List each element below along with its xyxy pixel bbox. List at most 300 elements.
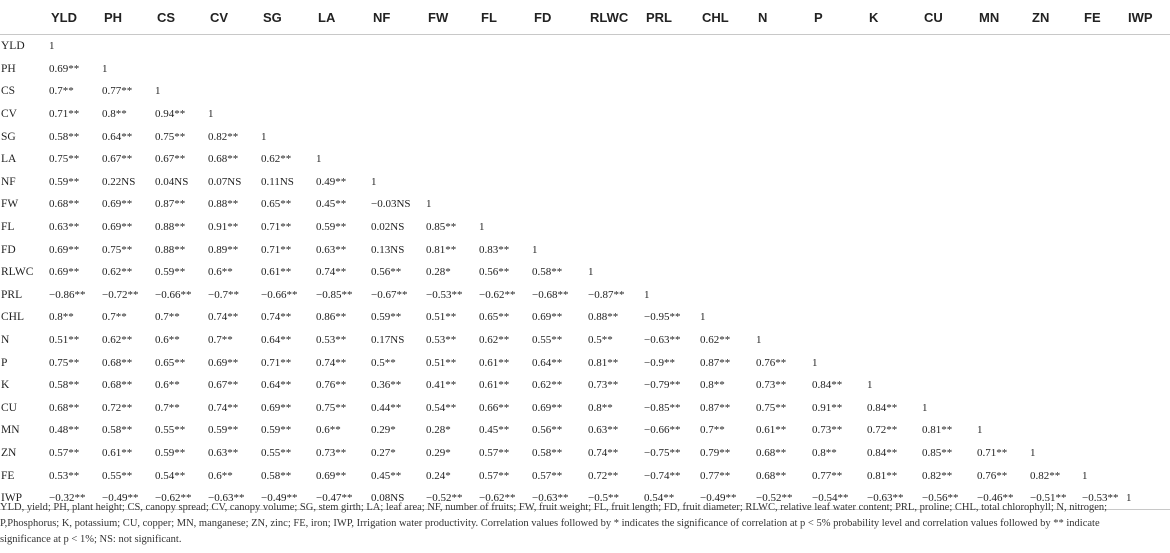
table-row xyxy=(0,148,1170,171)
correlation-cell: 0.75** xyxy=(102,243,133,256)
column-header: N xyxy=(756,0,812,35)
correlation-cell: 0.81** xyxy=(867,469,898,482)
correlation-cell xyxy=(977,306,1030,329)
correlation-cell: 0.88** xyxy=(588,311,619,324)
correlation-cell: 0.86** xyxy=(316,311,347,324)
correlation-cell xyxy=(922,216,977,239)
correlation-cell: 0.58** xyxy=(102,424,133,437)
correlation-cell xyxy=(977,351,1030,374)
correlation-cell: 0.8** xyxy=(49,311,74,324)
correlation-cell: 0.29* xyxy=(426,446,451,459)
correlation-cell xyxy=(867,216,922,239)
correlation-cell xyxy=(922,35,977,58)
correlation-cell xyxy=(316,35,371,58)
correlation-cell xyxy=(1030,125,1082,148)
correlation-cell xyxy=(426,125,479,148)
correlation-cell xyxy=(1082,193,1126,216)
correlation-cell: 1 xyxy=(1082,469,1088,482)
correlation-cell: 0.89** xyxy=(208,243,239,256)
correlation-cell: 0.53** xyxy=(426,334,457,347)
correlation-cell: 1 xyxy=(261,130,267,143)
correlation-cell: 1 xyxy=(922,401,928,414)
correlation-cell xyxy=(867,329,922,352)
correlation-cell: 0.87** xyxy=(700,356,731,369)
correlation-cell xyxy=(977,261,1030,284)
correlation-cell xyxy=(426,171,479,194)
correlation-cell: 0.71** xyxy=(261,221,292,234)
correlation-cell xyxy=(922,261,977,284)
correlation-cell xyxy=(479,193,532,216)
correlation-cell: 0.73** xyxy=(588,379,619,392)
row-label: NF xyxy=(1,175,16,188)
correlation-cell xyxy=(700,80,756,103)
column-header: CHL xyxy=(700,0,756,35)
correlation-cell xyxy=(644,238,700,261)
correlation-cell: 0.07NS xyxy=(208,175,242,188)
row-label: CU xyxy=(1,401,17,414)
correlation-cell xyxy=(867,58,922,81)
correlation-cell: −0.63** xyxy=(867,487,922,510)
correlation-cell xyxy=(1082,103,1126,126)
correlation-cell xyxy=(812,284,867,307)
table-row xyxy=(0,103,1170,126)
correlation-cell: 0.72** xyxy=(867,424,898,437)
correlation-cell xyxy=(977,329,1030,352)
correlation-cell: 0.76** xyxy=(756,356,787,369)
correlation-cell: 0.59** xyxy=(208,424,239,437)
correlation-cell: 0.45** xyxy=(316,198,347,211)
table-row xyxy=(0,442,1170,465)
correlation-cell: 0.74** xyxy=(208,401,239,414)
correlation-cell: 1 xyxy=(1126,487,1170,510)
correlation-cell: 0.68** xyxy=(102,379,133,392)
correlation-cell xyxy=(532,171,588,194)
correlation-cell xyxy=(426,103,479,126)
correlation-cell xyxy=(922,125,977,148)
correlation-cell: −0.67** xyxy=(371,288,408,301)
correlation-cell: 0.63** xyxy=(208,446,239,459)
correlation-cell xyxy=(1126,58,1170,81)
correlation-cell: 0.69** xyxy=(102,221,133,234)
correlation-cell xyxy=(316,80,371,103)
correlation-cell xyxy=(756,80,812,103)
column-header: RLWC xyxy=(588,0,644,35)
table-row xyxy=(0,419,1170,442)
correlation-cell: −0.66** xyxy=(261,288,298,301)
correlation-cell: 1 xyxy=(977,424,983,437)
correlation-cell xyxy=(1030,261,1082,284)
correlation-cell xyxy=(479,148,532,171)
correlation-cell xyxy=(1082,284,1126,307)
correlation-cell xyxy=(977,374,1030,397)
correlation-cell xyxy=(1082,419,1126,442)
correlation-cell xyxy=(700,284,756,307)
correlation-cell xyxy=(644,58,700,81)
column-header: LA xyxy=(316,0,371,35)
correlation-cell xyxy=(155,35,208,58)
correlation-cell: 0.62** xyxy=(261,153,292,166)
correlation-cell xyxy=(700,261,756,284)
correlation-cell xyxy=(1126,329,1170,352)
correlation-cell: 0.41** xyxy=(426,379,457,392)
row-label: RLWC xyxy=(1,266,34,279)
correlation-cell: 0.58** xyxy=(49,379,80,392)
correlation-cell xyxy=(1126,419,1170,442)
correlation-cell xyxy=(922,148,977,171)
correlation-cell xyxy=(867,284,922,307)
correlation-cell xyxy=(1126,171,1170,194)
correlation-cell: 0.88** xyxy=(155,243,186,256)
correlation-cell: 0.59** xyxy=(155,266,186,279)
correlation-cell xyxy=(644,171,700,194)
correlation-cell: 0.48** xyxy=(49,424,80,437)
correlation-cell xyxy=(1126,306,1170,329)
correlation-cell xyxy=(867,80,922,103)
correlation-cell xyxy=(812,306,867,329)
correlation-cell xyxy=(977,103,1030,126)
correlation-cell xyxy=(756,35,812,58)
correlation-cell: 0.91** xyxy=(812,401,843,414)
correlation-cell: 0.65** xyxy=(155,356,186,369)
correlation-cell: 0.27* xyxy=(371,446,396,459)
row-label: ZN xyxy=(1,446,17,459)
correlation-cell xyxy=(1082,397,1126,420)
correlation-cell xyxy=(1030,329,1082,352)
correlation-cell: −0.74** xyxy=(644,469,681,482)
correlation-cell xyxy=(1030,397,1082,420)
correlation-cell xyxy=(644,148,700,171)
correlation-cell xyxy=(756,216,812,239)
column-header: FD xyxy=(532,0,588,35)
correlation-cell: 0.11NS xyxy=(261,175,294,188)
correlation-cell: 0.68** xyxy=(102,356,133,369)
correlation-cell xyxy=(700,171,756,194)
correlation-cell xyxy=(1030,284,1082,307)
correlation-cell xyxy=(812,80,867,103)
correlation-cell: 0.63** xyxy=(316,243,347,256)
correlation-cell xyxy=(922,171,977,194)
correlation-cell xyxy=(426,58,479,81)
correlation-cell xyxy=(479,35,532,58)
correlation-cell: 0.68** xyxy=(49,401,80,414)
correlation-cell: 0.6** xyxy=(155,334,180,347)
correlation-cell xyxy=(812,148,867,171)
correlation-cell xyxy=(700,103,756,126)
correlation-cell: 0.85** xyxy=(922,446,953,459)
correlation-cell xyxy=(316,103,371,126)
correlation-cell: 0.68** xyxy=(49,198,80,211)
column-header: PRL xyxy=(644,0,700,35)
row-label: P xyxy=(1,356,8,369)
correlation-cell: 0.69** xyxy=(316,469,347,482)
correlation-cell xyxy=(977,397,1030,420)
correlation-cell: 0.75** xyxy=(49,356,80,369)
table-row xyxy=(0,35,1170,58)
correlation-cell: 0.64** xyxy=(261,379,292,392)
correlation-cell: 0.81** xyxy=(588,356,619,369)
row-label: CV xyxy=(1,108,17,121)
correlation-cell xyxy=(977,80,1030,103)
correlation-cell xyxy=(756,58,812,81)
row-label: N xyxy=(1,334,10,347)
table-row xyxy=(0,261,1170,284)
correlation-cell xyxy=(1030,171,1082,194)
correlation-cell xyxy=(922,193,977,216)
correlation-cell: 0.91** xyxy=(208,221,239,234)
correlation-cell: 0.82** xyxy=(208,130,239,143)
correlation-cell: 0.56** xyxy=(479,266,510,279)
correlation-cell: −0.85** xyxy=(316,288,353,301)
correlation-cell xyxy=(922,80,977,103)
correlation-cell: 0.55** xyxy=(261,446,292,459)
correlation-cell: −0.63** xyxy=(644,334,681,347)
correlation-cell: 1 xyxy=(371,175,377,188)
column-header: ZN xyxy=(1030,0,1082,35)
correlation-cell xyxy=(922,58,977,81)
correlation-cell: 0.67** xyxy=(102,153,133,166)
correlation-cell: 1 xyxy=(700,311,706,324)
correlation-cell xyxy=(644,261,700,284)
correlation-cell xyxy=(812,216,867,239)
correlation-cell xyxy=(700,58,756,81)
correlation-cell: 0.8** xyxy=(812,446,837,459)
correlation-cell: 0.74** xyxy=(208,311,239,324)
correlation-cell: 0.58** xyxy=(49,130,80,143)
correlation-cell xyxy=(371,35,426,58)
correlation-cell xyxy=(532,58,588,81)
correlation-cell xyxy=(756,148,812,171)
correlation-cell xyxy=(867,35,922,58)
correlation-cell: 0.74** xyxy=(261,311,292,324)
table-row xyxy=(0,284,1170,307)
correlation-cell xyxy=(1082,374,1126,397)
correlation-cell: 0.49** xyxy=(316,175,347,188)
correlation-cell xyxy=(479,125,532,148)
table-row xyxy=(0,374,1170,397)
correlation-cell: 0.66** xyxy=(479,401,510,414)
correlation-cell: 1 xyxy=(812,356,818,369)
correlation-cell xyxy=(977,193,1030,216)
correlation-cell xyxy=(756,171,812,194)
correlation-cell: 0.28* xyxy=(426,266,451,279)
row-label: IWP xyxy=(0,487,49,510)
correlation-cell xyxy=(867,238,922,261)
correlation-cell xyxy=(977,216,1030,239)
correlation-cell: 1 xyxy=(479,221,485,234)
correlation-cell xyxy=(532,103,588,126)
correlation-cell: 0.76** xyxy=(316,379,347,392)
row-label: PH xyxy=(1,62,16,75)
correlation-cell xyxy=(1126,80,1170,103)
correlation-cell: 1 xyxy=(426,198,432,211)
correlation-cell: 0.82** xyxy=(922,469,953,482)
correlation-cell xyxy=(977,58,1030,81)
table-body xyxy=(0,35,1170,510)
correlation-cell: 0.54** xyxy=(644,487,700,510)
correlation-cell: 1 xyxy=(1030,446,1036,459)
correlation-cell xyxy=(922,374,977,397)
correlation-cell: 1 xyxy=(532,243,538,256)
correlation-cell xyxy=(700,125,756,148)
correlation-cell: −0.49** xyxy=(102,487,155,510)
table-row xyxy=(0,397,1170,420)
correlation-cell xyxy=(1082,80,1126,103)
correlation-cell xyxy=(371,125,426,148)
correlation-cell: 0.59** xyxy=(316,221,347,234)
correlation-cell xyxy=(977,284,1030,307)
correlation-cell xyxy=(644,35,700,58)
correlation-cell xyxy=(1126,238,1170,261)
correlation-cell xyxy=(1082,238,1126,261)
correlation-cell xyxy=(1082,148,1126,171)
correlation-cell xyxy=(756,103,812,126)
column-header: P xyxy=(812,0,867,35)
correlation-cell: 0.44** xyxy=(371,401,402,414)
correlation-cell: 0.69** xyxy=(49,266,80,279)
row-label: PRL xyxy=(1,288,23,301)
correlation-cell: −0.72** xyxy=(102,288,139,301)
correlation-cell: −0.86** xyxy=(49,288,86,301)
correlation-cell: 0.22NS xyxy=(102,175,136,188)
correlation-cell: 0.29* xyxy=(371,424,396,437)
row-label: FD xyxy=(1,243,16,256)
correlation-cell: −0.5** xyxy=(588,487,644,510)
correlation-cell: 1 xyxy=(867,379,873,392)
correlation-cell xyxy=(532,216,588,239)
correlation-cell: 0.59** xyxy=(49,175,80,188)
correlation-cell: 1 xyxy=(588,266,594,279)
correlation-cell: 0.88** xyxy=(155,221,186,234)
correlation-cell xyxy=(316,125,371,148)
correlation-cell: 1 xyxy=(208,108,214,121)
correlation-cell xyxy=(1030,306,1082,329)
column-header: FW xyxy=(426,0,479,35)
table-row xyxy=(0,216,1170,239)
correlation-cell: 0.53** xyxy=(316,334,347,347)
correlation-cell xyxy=(532,35,588,58)
correlation-cell: −0.53** xyxy=(1082,487,1126,510)
correlation-cell xyxy=(1126,216,1170,239)
correlation-cell: −0.03NS xyxy=(371,198,411,211)
correlation-cell: 0.73** xyxy=(756,379,787,392)
correlation-cell xyxy=(426,80,479,103)
correlation-cell xyxy=(867,103,922,126)
correlation-cell xyxy=(1030,374,1082,397)
correlation-cell xyxy=(756,284,812,307)
correlation-cell: −0.63** xyxy=(208,487,261,510)
column-header: K xyxy=(867,0,922,35)
correlation-cell: −0.32** xyxy=(49,487,102,510)
correlation-cell: 0.45** xyxy=(479,424,510,437)
correlation-cell: 0.58** xyxy=(532,446,563,459)
correlation-cell xyxy=(812,193,867,216)
row-label: SG xyxy=(1,130,16,143)
column-header: CU xyxy=(922,0,977,35)
table-row xyxy=(0,125,1170,148)
correlation-cell: 0.74** xyxy=(316,266,347,279)
correlation-cell xyxy=(371,148,426,171)
correlation-cell xyxy=(867,261,922,284)
correlation-cell xyxy=(261,80,316,103)
correlation-cell: 0.6** xyxy=(208,266,233,279)
correlation-cell: 0.67** xyxy=(155,153,186,166)
row-label: LA xyxy=(1,153,17,166)
correlation-cell xyxy=(102,35,155,58)
correlation-cell xyxy=(1126,193,1170,216)
correlation-cell: −0.62** xyxy=(479,288,516,301)
correlation-cell xyxy=(977,238,1030,261)
correlation-cell xyxy=(1030,193,1082,216)
correlation-cell xyxy=(479,103,532,126)
correlation-cell xyxy=(316,58,371,81)
correlation-cell xyxy=(922,306,977,329)
correlation-cell xyxy=(1126,464,1170,487)
correlation-cell: 0.57** xyxy=(479,446,510,459)
correlation-cell: 0.64** xyxy=(532,356,563,369)
correlation-cell: 0.88** xyxy=(208,198,239,211)
correlation-cell xyxy=(1082,306,1126,329)
correlation-cell xyxy=(479,171,532,194)
correlation-cell: 0.73** xyxy=(316,446,347,459)
correlation-cell xyxy=(588,35,644,58)
correlation-cell xyxy=(644,216,700,239)
correlation-cell: 0.56** xyxy=(532,424,563,437)
correlation-cell xyxy=(588,80,644,103)
correlation-cell: −0.66** xyxy=(155,288,192,301)
correlation-cell: 0.68** xyxy=(756,446,787,459)
correlation-cell xyxy=(1126,125,1170,148)
correlation-cell xyxy=(532,148,588,171)
correlation-cell: 0.84** xyxy=(867,401,898,414)
correlation-cell: 0.75** xyxy=(316,401,347,414)
correlation-cell xyxy=(922,351,977,374)
correlation-cell: 0.71** xyxy=(261,243,292,256)
correlation-cell: 0.58** xyxy=(532,266,563,279)
table-row xyxy=(0,193,1170,216)
row-label: CS xyxy=(1,85,16,98)
correlation-cell xyxy=(812,103,867,126)
correlation-cell xyxy=(1126,261,1170,284)
correlation-cell: 0.61** xyxy=(102,446,133,459)
correlation-cell: 0.62** xyxy=(700,334,731,347)
correlation-cell xyxy=(155,58,208,81)
row-label: YLD xyxy=(1,40,25,53)
correlation-cell xyxy=(812,35,867,58)
correlation-cell: 0.77** xyxy=(102,85,133,98)
correlation-cell xyxy=(1030,80,1082,103)
row-label: MN xyxy=(1,424,20,437)
correlation-cell: 0.51** xyxy=(49,334,80,347)
correlation-cell: 0.7** xyxy=(102,311,127,324)
correlation-cell xyxy=(700,35,756,58)
correlation-cell: 0.08NS xyxy=(371,487,426,510)
correlation-cell: −0.63** xyxy=(532,487,588,510)
correlation-cell: 0.69** xyxy=(49,243,80,256)
correlation-cell: 0.83** xyxy=(479,243,510,256)
correlation-cell: −0.85** xyxy=(644,401,681,414)
correlation-cell: 0.36** xyxy=(371,379,402,392)
correlation-cell xyxy=(479,58,532,81)
correlation-cell: 0.24* xyxy=(426,469,451,482)
correlation-cell xyxy=(922,329,977,352)
correlation-cell: 0.69** xyxy=(532,311,563,324)
correlation-cell: −0.79** xyxy=(644,379,681,392)
correlation-cell: 0.71** xyxy=(261,356,292,369)
correlation-cell: 0.45** xyxy=(371,469,402,482)
correlation-cell: 0.55** xyxy=(532,334,563,347)
correlation-cell xyxy=(644,193,700,216)
correlation-cell: 0.57** xyxy=(49,446,80,459)
